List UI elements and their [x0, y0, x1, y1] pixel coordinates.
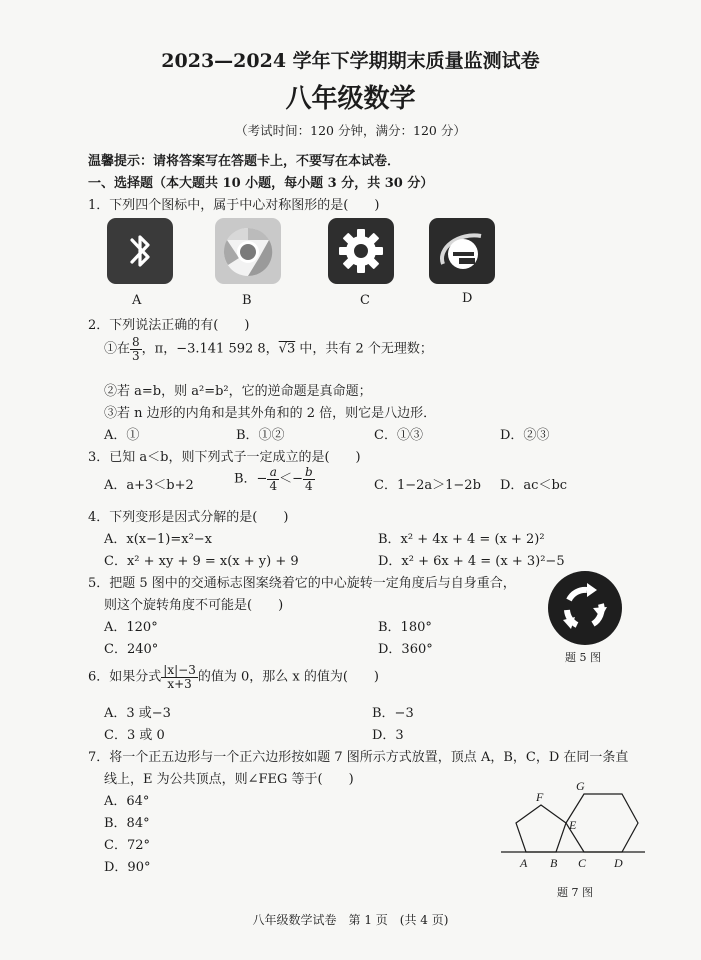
q5-stem-line2: 则这个旋转角度不可能是( ): [104, 598, 284, 613]
label-F: F: [536, 790, 544, 804]
q7-option-b: B．84°: [104, 816, 150, 831]
q6-option-a: A．3 或−3: [104, 706, 171, 721]
section-heading: 一、选择题（本大题共 10 小题，每小题 3 分，共 30 分）: [88, 176, 434, 191]
chrome-icon: [215, 218, 281, 284]
subject-title: 八年级数学: [285, 84, 416, 114]
q7-option-d: D．90°: [104, 860, 151, 875]
q4-option-c: C．x² + xy + 9 = x(x + y) + 9: [104, 554, 299, 569]
q6-option-b: B．−3: [372, 706, 414, 721]
label-E: E: [569, 818, 577, 832]
q5-stem-line1: 5．把题 5 图中的交通标志图案绕着它的中心旋转一定角度后与自身重合，: [88, 576, 516, 591]
q5-option-b: B．180°: [378, 620, 432, 635]
label-G: G: [576, 779, 585, 793]
q2-option-a: A．①: [104, 428, 140, 443]
fraction-8-3: $\frac{8}{3}$: [132, 335, 140, 363]
q7-stem-line1: 7．将一个正五边形与一个正六边形按如题 7 图所示方式放置，顶点 A，B，C，D 在同一条直: [88, 750, 629, 765]
q6-stem: 6．如果分式 $\frac{|x|-3}{x+3}$ 的值为 0，那么 x 的值为( ): [88, 663, 379, 691]
exam-title: 2023—2024 学年下学期期末质量监测试卷: [161, 50, 540, 72]
q7-stem-line2: 线上，E 为公共顶点，则∠FEG 等于( ): [104, 772, 354, 787]
q7-option-a: A．64°: [104, 794, 150, 809]
q1-stem: 1．下列四个图标中，属于中心对称图形的是( ): [88, 198, 380, 213]
q7-figure-caption: 题 7 图: [557, 886, 593, 899]
q6-option-c: C．3 或 0: [104, 728, 165, 743]
q3-option-a: A．a+3＜b+2: [104, 478, 194, 493]
q2-statement-1: ①在 $\frac{8}{3}$ ，π，−3.141 592 8，√3 中，共有 2 个无理数；: [104, 335, 433, 363]
q5-figure-caption: 题 5 图: [565, 651, 601, 664]
q1-label-c: C: [360, 293, 370, 308]
internet-explorer-icon: [429, 218, 495, 284]
label-C: C: [578, 856, 587, 870]
q7-option-c: C．72°: [104, 838, 150, 853]
q4-option-d: D．x² + 6x + 4 = (x + 3)²−5: [378, 554, 565, 569]
q3-option-b: B．− $\frac{a}{4}$ ＜− $\frac{b}{4}$: [234, 465, 313, 493]
q5-option-a: A．120°: [104, 620, 158, 635]
q6-option-d: D．3: [372, 728, 404, 743]
page-footer: 八年级数学试卷 第 1 页 (共 4 页): [252, 913, 449, 927]
gear-icon: [328, 218, 394, 284]
q2-statement-3: ③若 n 边形的内角和是其外角和的 2 倍，则它是八边形．: [104, 406, 437, 421]
q3-option-d: D．ac＜bc: [500, 478, 568, 493]
q1-label-d: D: [462, 291, 473, 306]
label-D: D: [614, 856, 623, 870]
q2-option-d: D．②③: [500, 428, 550, 443]
q1-label-a: A: [132, 293, 142, 308]
q5-option-c: C．240°: [104, 642, 159, 657]
q2-statement-2: ②若 a=b，则 a²=b²，它的逆命题是真命题；: [104, 384, 372, 399]
label-B: B: [550, 856, 558, 870]
q2-stem: 2．下列说法正确的有( ): [88, 318, 250, 333]
q4-option-a: A．x(x−1)=x²−x: [104, 532, 213, 547]
bluetooth-icon: [107, 218, 173, 284]
pentagon-hexagon-figure: [498, 772, 648, 876]
q3-option-c: C．1−2a＞1−2b: [374, 478, 481, 493]
q4-stem: 4．下列变形是因式分解的是( ): [88, 510, 289, 525]
q5-option-d: D．360°: [378, 642, 433, 657]
q4-option-b: B．x² + 4x + 4 = (x + 2)²: [378, 532, 545, 547]
fraction-abs-x: $\frac{|x|-3}{x+3}$: [163, 663, 196, 691]
q2-option-c: C．①③: [374, 428, 423, 443]
roundabout-sign-figure: [547, 570, 623, 646]
q1-label-b: B: [242, 293, 252, 308]
q2-option-b: B．①②: [236, 428, 285, 443]
notice: 温馨提示：请将答案写在答题卡上，不要写在本试卷．: [88, 154, 401, 169]
q3-stem: 3．已知 a＜b，则下列式子一定成立的是( ): [88, 450, 361, 465]
label-A: A: [520, 856, 528, 870]
exam-info: （考试时间：120 分钟，满分：120 分）: [235, 123, 466, 138]
